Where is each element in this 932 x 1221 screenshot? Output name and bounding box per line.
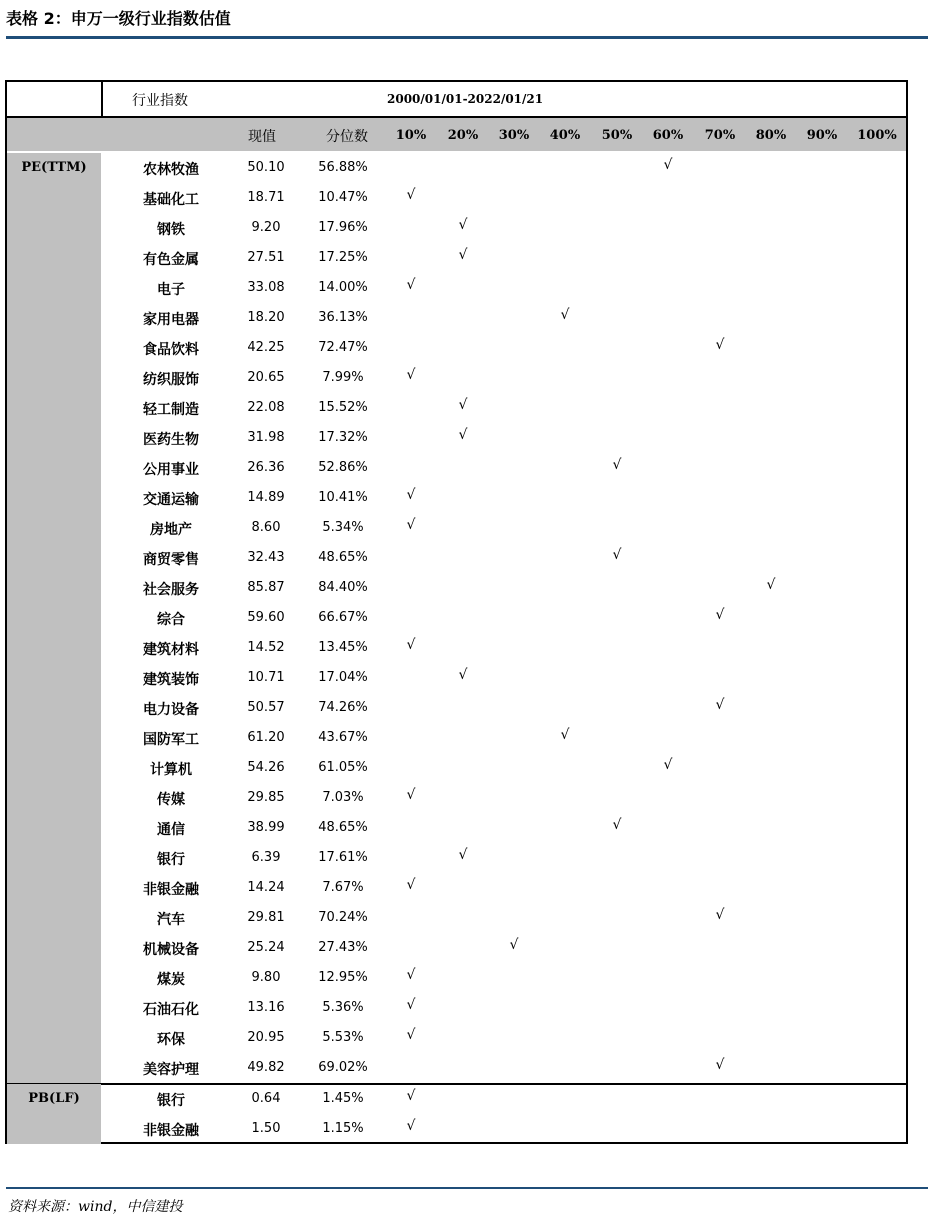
industry-name: 农林牧渔 bbox=[143, 162, 199, 178]
group-label: PE(TTM) bbox=[21, 160, 87, 175]
industry-name: 传媒 bbox=[157, 792, 185, 808]
check-mark-icon: √ bbox=[406, 787, 416, 803]
industry-name: 汽车 bbox=[157, 912, 185, 928]
check-mark-icon: √ bbox=[406, 967, 416, 983]
check-mark-icon: √ bbox=[406, 517, 416, 533]
percentile-value: 48.65% bbox=[318, 550, 368, 565]
check-mark-icon: √ bbox=[406, 1118, 416, 1134]
header-row-2 bbox=[7, 118, 906, 151]
percentile-value: 1.15% bbox=[322, 1121, 364, 1136]
percentile-value: 14.00% bbox=[318, 280, 368, 295]
industry-name: 电力设备 bbox=[143, 702, 199, 718]
check-mark-icon: √ bbox=[406, 877, 416, 893]
industry-name: 环保 bbox=[157, 1032, 185, 1048]
percentile-value: 7.99% bbox=[322, 370, 364, 385]
current-value: 14.24 bbox=[247, 880, 285, 895]
table-row bbox=[101, 933, 906, 963]
current-value: 25.24 bbox=[247, 940, 285, 955]
bucket-header: 70% bbox=[704, 128, 736, 143]
check-mark-icon: √ bbox=[406, 277, 416, 293]
check-mark-icon: √ bbox=[560, 727, 570, 743]
check-mark-icon: √ bbox=[458, 667, 468, 683]
industry-name: 纺织服饰 bbox=[143, 372, 199, 388]
percentile-value: 56.88% bbox=[318, 160, 368, 175]
current-value: 59.60 bbox=[247, 610, 285, 625]
table-row bbox=[101, 813, 906, 843]
valuation-table bbox=[5, 80, 908, 1144]
current-value: 32.43 bbox=[247, 550, 285, 565]
percentile-value: 74.26% bbox=[318, 700, 368, 715]
check-mark-icon: √ bbox=[663, 757, 673, 773]
check-mark-icon: √ bbox=[509, 937, 519, 953]
table-row bbox=[101, 153, 906, 183]
check-mark-icon: √ bbox=[612, 547, 622, 563]
current-value: 9.20 bbox=[251, 220, 281, 235]
check-mark-icon: √ bbox=[406, 1027, 416, 1043]
col-current-header: 现值 bbox=[248, 129, 276, 145]
percentile-value: 70.24% bbox=[318, 910, 368, 925]
percentile-value: 7.03% bbox=[322, 790, 364, 805]
bucket-header: 40% bbox=[549, 128, 581, 143]
current-value: 27.51 bbox=[247, 250, 285, 265]
percentile-value: 17.25% bbox=[318, 250, 368, 265]
check-mark-icon: √ bbox=[612, 817, 622, 833]
check-mark-icon: √ bbox=[766, 577, 776, 593]
check-mark-icon: √ bbox=[406, 997, 416, 1013]
current-value: 31.98 bbox=[247, 430, 285, 445]
current-value: 20.65 bbox=[247, 370, 285, 385]
current-value: 33.08 bbox=[247, 280, 285, 295]
check-mark-icon: √ bbox=[406, 1088, 416, 1104]
industry-name: 美容护理 bbox=[143, 1062, 199, 1078]
percentile-value: 84.40% bbox=[318, 580, 368, 595]
current-value: 6.39 bbox=[251, 850, 281, 865]
table-row bbox=[101, 483, 906, 513]
percentile-value: 69.02% bbox=[318, 1060, 368, 1075]
industry-name: 石油石化 bbox=[143, 1002, 199, 1018]
percentile-value: 5.36% bbox=[322, 1000, 364, 1015]
bucket-header: 20% bbox=[447, 128, 479, 143]
check-mark-icon: √ bbox=[406, 187, 416, 203]
check-mark-icon: √ bbox=[663, 157, 673, 173]
current-value: 42.25 bbox=[247, 340, 285, 355]
percentile-value: 66.67% bbox=[318, 610, 368, 625]
header-row-1 bbox=[7, 82, 906, 118]
industry-name: 交通运输 bbox=[143, 492, 199, 508]
industry-name: 建筑装饰 bbox=[143, 672, 199, 688]
check-mark-icon: √ bbox=[715, 697, 725, 713]
table-row bbox=[101, 393, 906, 423]
table-row bbox=[101, 213, 906, 243]
table-row bbox=[101, 963, 906, 993]
col-percentile-header: 分位数 bbox=[326, 129, 368, 145]
industry-name: 通信 bbox=[157, 822, 185, 838]
table-row bbox=[101, 843, 906, 873]
percentile-value: 17.32% bbox=[318, 430, 368, 445]
current-value: 29.81 bbox=[247, 910, 285, 925]
percentile-value: 13.45% bbox=[318, 640, 368, 655]
percentile-value: 72.47% bbox=[318, 340, 368, 355]
group-cell bbox=[7, 153, 101, 1083]
current-value: 50.10 bbox=[247, 160, 285, 175]
industry-name: 家用电器 bbox=[143, 312, 199, 328]
percentile-value: 27.43% bbox=[318, 940, 368, 955]
footer-line bbox=[6, 1187, 928, 1189]
current-value: 54.26 bbox=[247, 760, 285, 775]
percentile-value: 5.53% bbox=[322, 1030, 364, 1045]
current-value: 18.71 bbox=[247, 190, 285, 205]
percentile-value: 10.41% bbox=[318, 490, 368, 505]
current-value: 49.82 bbox=[247, 1060, 285, 1075]
percentile-value: 5.34% bbox=[322, 520, 364, 535]
industry-name: 建筑材料 bbox=[143, 642, 199, 658]
industry-name: 煤炭 bbox=[157, 972, 185, 988]
industry-name: 国防军工 bbox=[143, 732, 199, 748]
industry-name: 房地产 bbox=[150, 522, 192, 538]
industry-name: 商贸零售 bbox=[143, 552, 199, 568]
table-row bbox=[101, 873, 906, 903]
current-value: 10.71 bbox=[247, 670, 285, 685]
check-mark-icon: √ bbox=[458, 847, 468, 863]
table-row bbox=[101, 1114, 906, 1144]
percentile-value: 61.05% bbox=[318, 760, 368, 775]
check-mark-icon: √ bbox=[715, 337, 725, 353]
percentile-value: 15.52% bbox=[318, 400, 368, 415]
table-row bbox=[101, 783, 906, 813]
check-mark-icon: √ bbox=[406, 637, 416, 653]
header-empty-cell bbox=[7, 82, 103, 116]
current-value: 50.57 bbox=[247, 700, 285, 715]
table-row bbox=[101, 1053, 906, 1083]
index-label: 行业指数 bbox=[132, 93, 188, 109]
industry-name: 社会服务 bbox=[143, 582, 199, 598]
table-row bbox=[101, 723, 906, 753]
current-value: 18.20 bbox=[247, 310, 285, 325]
current-value: 1.50 bbox=[251, 1121, 281, 1136]
percentile-value: 17.96% bbox=[318, 220, 368, 235]
current-value: 22.08 bbox=[247, 400, 285, 415]
check-mark-icon: √ bbox=[458, 217, 468, 233]
bucket-header: 90% bbox=[806, 128, 838, 143]
table-row bbox=[101, 423, 906, 453]
percentile-value: 7.67% bbox=[322, 880, 364, 895]
table-row bbox=[101, 603, 906, 633]
table-row bbox=[101, 1084, 906, 1114]
industry-name: 综合 bbox=[157, 612, 185, 628]
current-value: 14.89 bbox=[247, 490, 285, 505]
table-row bbox=[101, 543, 906, 573]
source-note: 资料来源：wind，中信建投 bbox=[8, 1199, 183, 1215]
industry-name: 银行 bbox=[157, 852, 185, 868]
bucket-header: 10% bbox=[395, 128, 427, 143]
table-row bbox=[101, 303, 906, 333]
check-mark-icon: √ bbox=[715, 607, 725, 623]
industry-name: 非银金融 bbox=[143, 1123, 199, 1139]
current-value: 9.80 bbox=[251, 970, 281, 985]
percentile-value: 12.95% bbox=[318, 970, 368, 985]
check-mark-icon: √ bbox=[715, 907, 725, 923]
table-row bbox=[101, 1023, 906, 1053]
check-mark-icon: √ bbox=[406, 487, 416, 503]
table-row bbox=[101, 243, 906, 273]
check-mark-icon: √ bbox=[715, 1057, 725, 1073]
table-row bbox=[101, 333, 906, 363]
table-row bbox=[101, 273, 906, 303]
current-value: 26.36 bbox=[247, 460, 285, 475]
industry-name: 银行 bbox=[157, 1093, 185, 1109]
date-range: 2000/01/01-2022/01/21 bbox=[387, 92, 544, 106]
table-row bbox=[101, 363, 906, 393]
bucket-header: 100% bbox=[857, 128, 897, 143]
current-value: 13.16 bbox=[247, 1000, 285, 1015]
table-row bbox=[101, 513, 906, 543]
check-mark-icon: √ bbox=[612, 457, 622, 473]
table-row bbox=[101, 453, 906, 483]
current-value: 0.64 bbox=[251, 1091, 281, 1106]
table-row bbox=[101, 663, 906, 693]
check-mark-icon: √ bbox=[458, 247, 468, 263]
current-value: 20.95 bbox=[247, 1030, 285, 1045]
industry-name: 公用事业 bbox=[143, 462, 199, 478]
industry-name: 电子 bbox=[157, 282, 185, 298]
table-row bbox=[101, 693, 906, 723]
industry-name: 医药生物 bbox=[143, 432, 199, 448]
industry-name: 食品饮料 bbox=[143, 342, 199, 358]
industry-name: 非银金融 bbox=[143, 882, 199, 898]
industry-name: 轻工制造 bbox=[143, 402, 199, 418]
percentile-value: 17.61% bbox=[318, 850, 368, 865]
check-mark-icon: √ bbox=[458, 397, 468, 413]
current-value: 61.20 bbox=[247, 730, 285, 745]
table-row bbox=[101, 183, 906, 213]
current-value: 8.60 bbox=[251, 520, 281, 535]
table-title: 表格 2：申万一级行业指数估值 bbox=[6, 9, 231, 28]
table-row bbox=[101, 753, 906, 783]
table-row bbox=[101, 993, 906, 1023]
title-bar bbox=[6, 8, 928, 39]
current-value: 14.52 bbox=[247, 640, 285, 655]
check-mark-icon: √ bbox=[458, 427, 468, 443]
percentile-value: 48.65% bbox=[318, 820, 368, 835]
percentile-value: 36.13% bbox=[318, 310, 368, 325]
table-row bbox=[101, 573, 906, 603]
current-value: 85.87 bbox=[247, 580, 285, 595]
bucket-header: 80% bbox=[755, 128, 787, 143]
percentile-value: 10.47% bbox=[318, 190, 368, 205]
industry-name: 机械设备 bbox=[143, 942, 199, 958]
percentile-value: 52.86% bbox=[318, 460, 368, 475]
industry-name: 计算机 bbox=[150, 762, 192, 778]
table-row bbox=[101, 633, 906, 663]
bucket-header: 50% bbox=[601, 128, 633, 143]
check-mark-icon: √ bbox=[560, 307, 570, 323]
check-mark-icon: √ bbox=[406, 367, 416, 383]
percentile-value: 43.67% bbox=[318, 730, 368, 745]
bucket-header: 30% bbox=[498, 128, 530, 143]
percentile-value: 17.04% bbox=[318, 670, 368, 685]
group-label: PB(LF) bbox=[28, 1091, 80, 1106]
bucket-header: 60% bbox=[652, 128, 684, 143]
current-value: 38.99 bbox=[247, 820, 285, 835]
percentile-value: 1.45% bbox=[322, 1091, 364, 1106]
current-value: 29.85 bbox=[247, 790, 285, 805]
industry-name: 基础化工 bbox=[143, 192, 199, 208]
industry-name: 钢铁 bbox=[157, 222, 185, 238]
table-row bbox=[101, 903, 906, 933]
industry-name: 有色金属 bbox=[143, 252, 199, 268]
